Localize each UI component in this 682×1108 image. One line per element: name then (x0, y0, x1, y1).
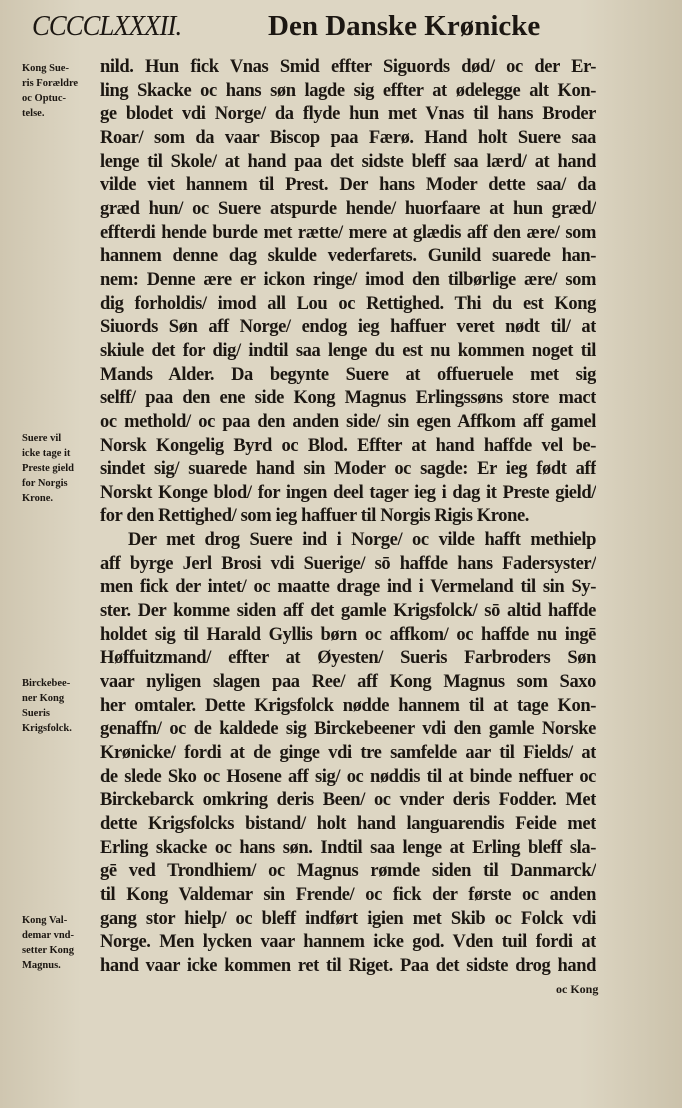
margin-note-line: oc Optuc- (22, 93, 67, 104)
text-line: Roar/ som da vaar Biscop paa Færø. Hand holt Suere saa (100, 127, 596, 148)
text-line: sindet sig/ suarede hand sin Moder oc sagde: Er ieg født aff (100, 459, 596, 480)
text-line: Erling skacke oc hans søn. Indtil saa lenge at Erling bleff sla- (100, 837, 596, 858)
text-line: ling Skacke oc hans søn lagde sig effter at ødelegge alt Kon- (100, 80, 596, 101)
text-line: Høffuitzmand/ effter at Øyesten/ Sueris Farbroders Søn (100, 648, 596, 669)
text-line: gang stor hielp/ oc bleff indført igien met Skib oc Folck vdi (100, 908, 596, 929)
text-line: Birckebarck omkring deris Been/ oc vnder deris Fodder. Met (100, 790, 596, 811)
text-line: skiule det for dig/ indtil saa lenge du est nu kommen noget til (100, 340, 596, 361)
text-line: ge blodet vdi Norge/ da flyde hun met Vnas til hans Broder (100, 104, 596, 125)
text-line: Norsk Kongelig Byrd oc Blod. Effter at hand haffde vel be- (100, 435, 596, 456)
text-line: de slede Sko oc Hosene aff sig/ oc nøddis til at binde neffuer oc (100, 766, 596, 787)
margin-note-line: Birckebee- (22, 678, 71, 689)
margin-note-line: icke tage it (22, 448, 71, 459)
text-line: Siuords Søn aff Norge/ endog ieg haffuer veret nødt til/ at (100, 317, 596, 338)
margin-note-line: Kong Sue- (22, 63, 69, 74)
margin-note-line: Sueris (22, 708, 51, 719)
text-line: Krønicke/ fordi at de ginge vdi tre samfelde aar til Fields/ at (100, 743, 596, 764)
margin-note-line: Preste gield (22, 463, 74, 474)
margin-note-line: Magnus. (22, 960, 61, 971)
text-line: nild. Hun fick Vnas Smid effter Siguords død/ oc der Er- (100, 57, 596, 77)
catchword: oc Kong (556, 982, 599, 996)
text-line: aff byrge Jerl Brosi vdi Suerige/ sō haffde hans Fadersyster/ (100, 553, 596, 574)
margin-note-line: Krone. (22, 493, 54, 504)
text-line: gē ved Trondhiem/ oc Magnus rømde siden til Danmarck/ (100, 861, 596, 882)
margin-note-line: demar vnd- (22, 930, 75, 941)
text-line: lenge til Skole/ at hand paa det sidste bleff saa lærd/ at hand (100, 151, 596, 172)
margin-note-priest (22, 431, 98, 506)
margin-note-line: setter Kong (22, 945, 75, 956)
margin-note-birchlegs (22, 676, 98, 736)
text-line: græd hun/ oc Suere atspurde hende/ huorfaare at hun græd/ (100, 198, 596, 219)
text-line: nem: Denne ære er ickon ringe/ imod den tilbørlige ære/ som (100, 269, 596, 290)
text-line: ster. Der komme siden aff det gamle Krigsfolck/ sō altid haffde (100, 601, 596, 622)
page-number: CCCCLXXXII. (32, 10, 182, 42)
text-line: her omtaler. Dette Krigsfolck nødde hannem til at tage Kon- (100, 695, 596, 716)
margin-note-line: Kong Val- (22, 915, 68, 926)
running-title: Den Danske Krønicke (268, 10, 541, 42)
margin-note-line: for Norgis (22, 478, 68, 489)
margin-note-line: ner Kong (22, 693, 65, 704)
text-line: Norge. Men lycken vaar hannem icke god. Vden tuil fordi at (100, 932, 596, 953)
text-line: selff/ paa den ene side Kong Magnus Erlingssøns store mact (100, 388, 596, 409)
margin-note-line: Krigsfolck. (22, 723, 72, 734)
body-text (100, 56, 596, 979)
text-line: hannem denne dag skulde vederfarets. Gunild suarede han- (100, 246, 596, 267)
text-line: holdet sig til Harald Gyllis børn oc affkom/ oc haffde nu ingē (100, 624, 596, 645)
text-line: men fick der intet/ oc maatte drage ind i Vermeland til sin Sy- (100, 577, 596, 598)
text-line: Norskt Konge blod/ for ingen deel tager ieg i dag it Preste gield/ (100, 482, 596, 503)
text-line: for den Rettighed/ som ieg haffuer til Norgis Rigis Krone. (100, 506, 529, 527)
text-line: oc methold/ oc paa den anden side/ sin egen Affkom aff gamel (100, 411, 596, 432)
margin-note-valdemar (22, 913, 98, 973)
text-line: vilde viet hannem til Prest. Der hans Moder dette saa/ da (100, 175, 596, 196)
margin-note-line: Suere vil (22, 433, 62, 444)
margin-note-parents (22, 61, 98, 121)
margin-note-line: telse. (22, 108, 45, 119)
text-line: hand vaar icke kommen ret til Riget. Paa det sidste drog hand (100, 955, 596, 976)
text-line: Der met drog Suere ind i Norge/ oc vilde hafft methielp (128, 530, 596, 551)
text-line: til Kong Valdemar sin Frende/ oc fick der første oc anden (100, 884, 596, 905)
text-line: dig forholdis/ imod all Lou oc Rettighed. Thi du est Kong (100, 293, 596, 314)
text-line: dette Krigsfolcks bistand/ holt hand languarendis Feide met (100, 814, 596, 834)
text-line: Mands Alder. Da begynte Suere at offueruele met sig (100, 364, 596, 385)
text-line: effterdi hende burde met rætte/ mere at glædis aff den ære/ som (100, 222, 596, 243)
text-line: vaar nyligen slagen paa Ree/ aff Kong Magnus som Saxo (100, 672, 596, 693)
margin-note-line: ris Forældre (22, 78, 79, 89)
text-line: genaffn/ oc de kaldede sig Birckebeener vdi den gamle Norske (100, 719, 596, 740)
